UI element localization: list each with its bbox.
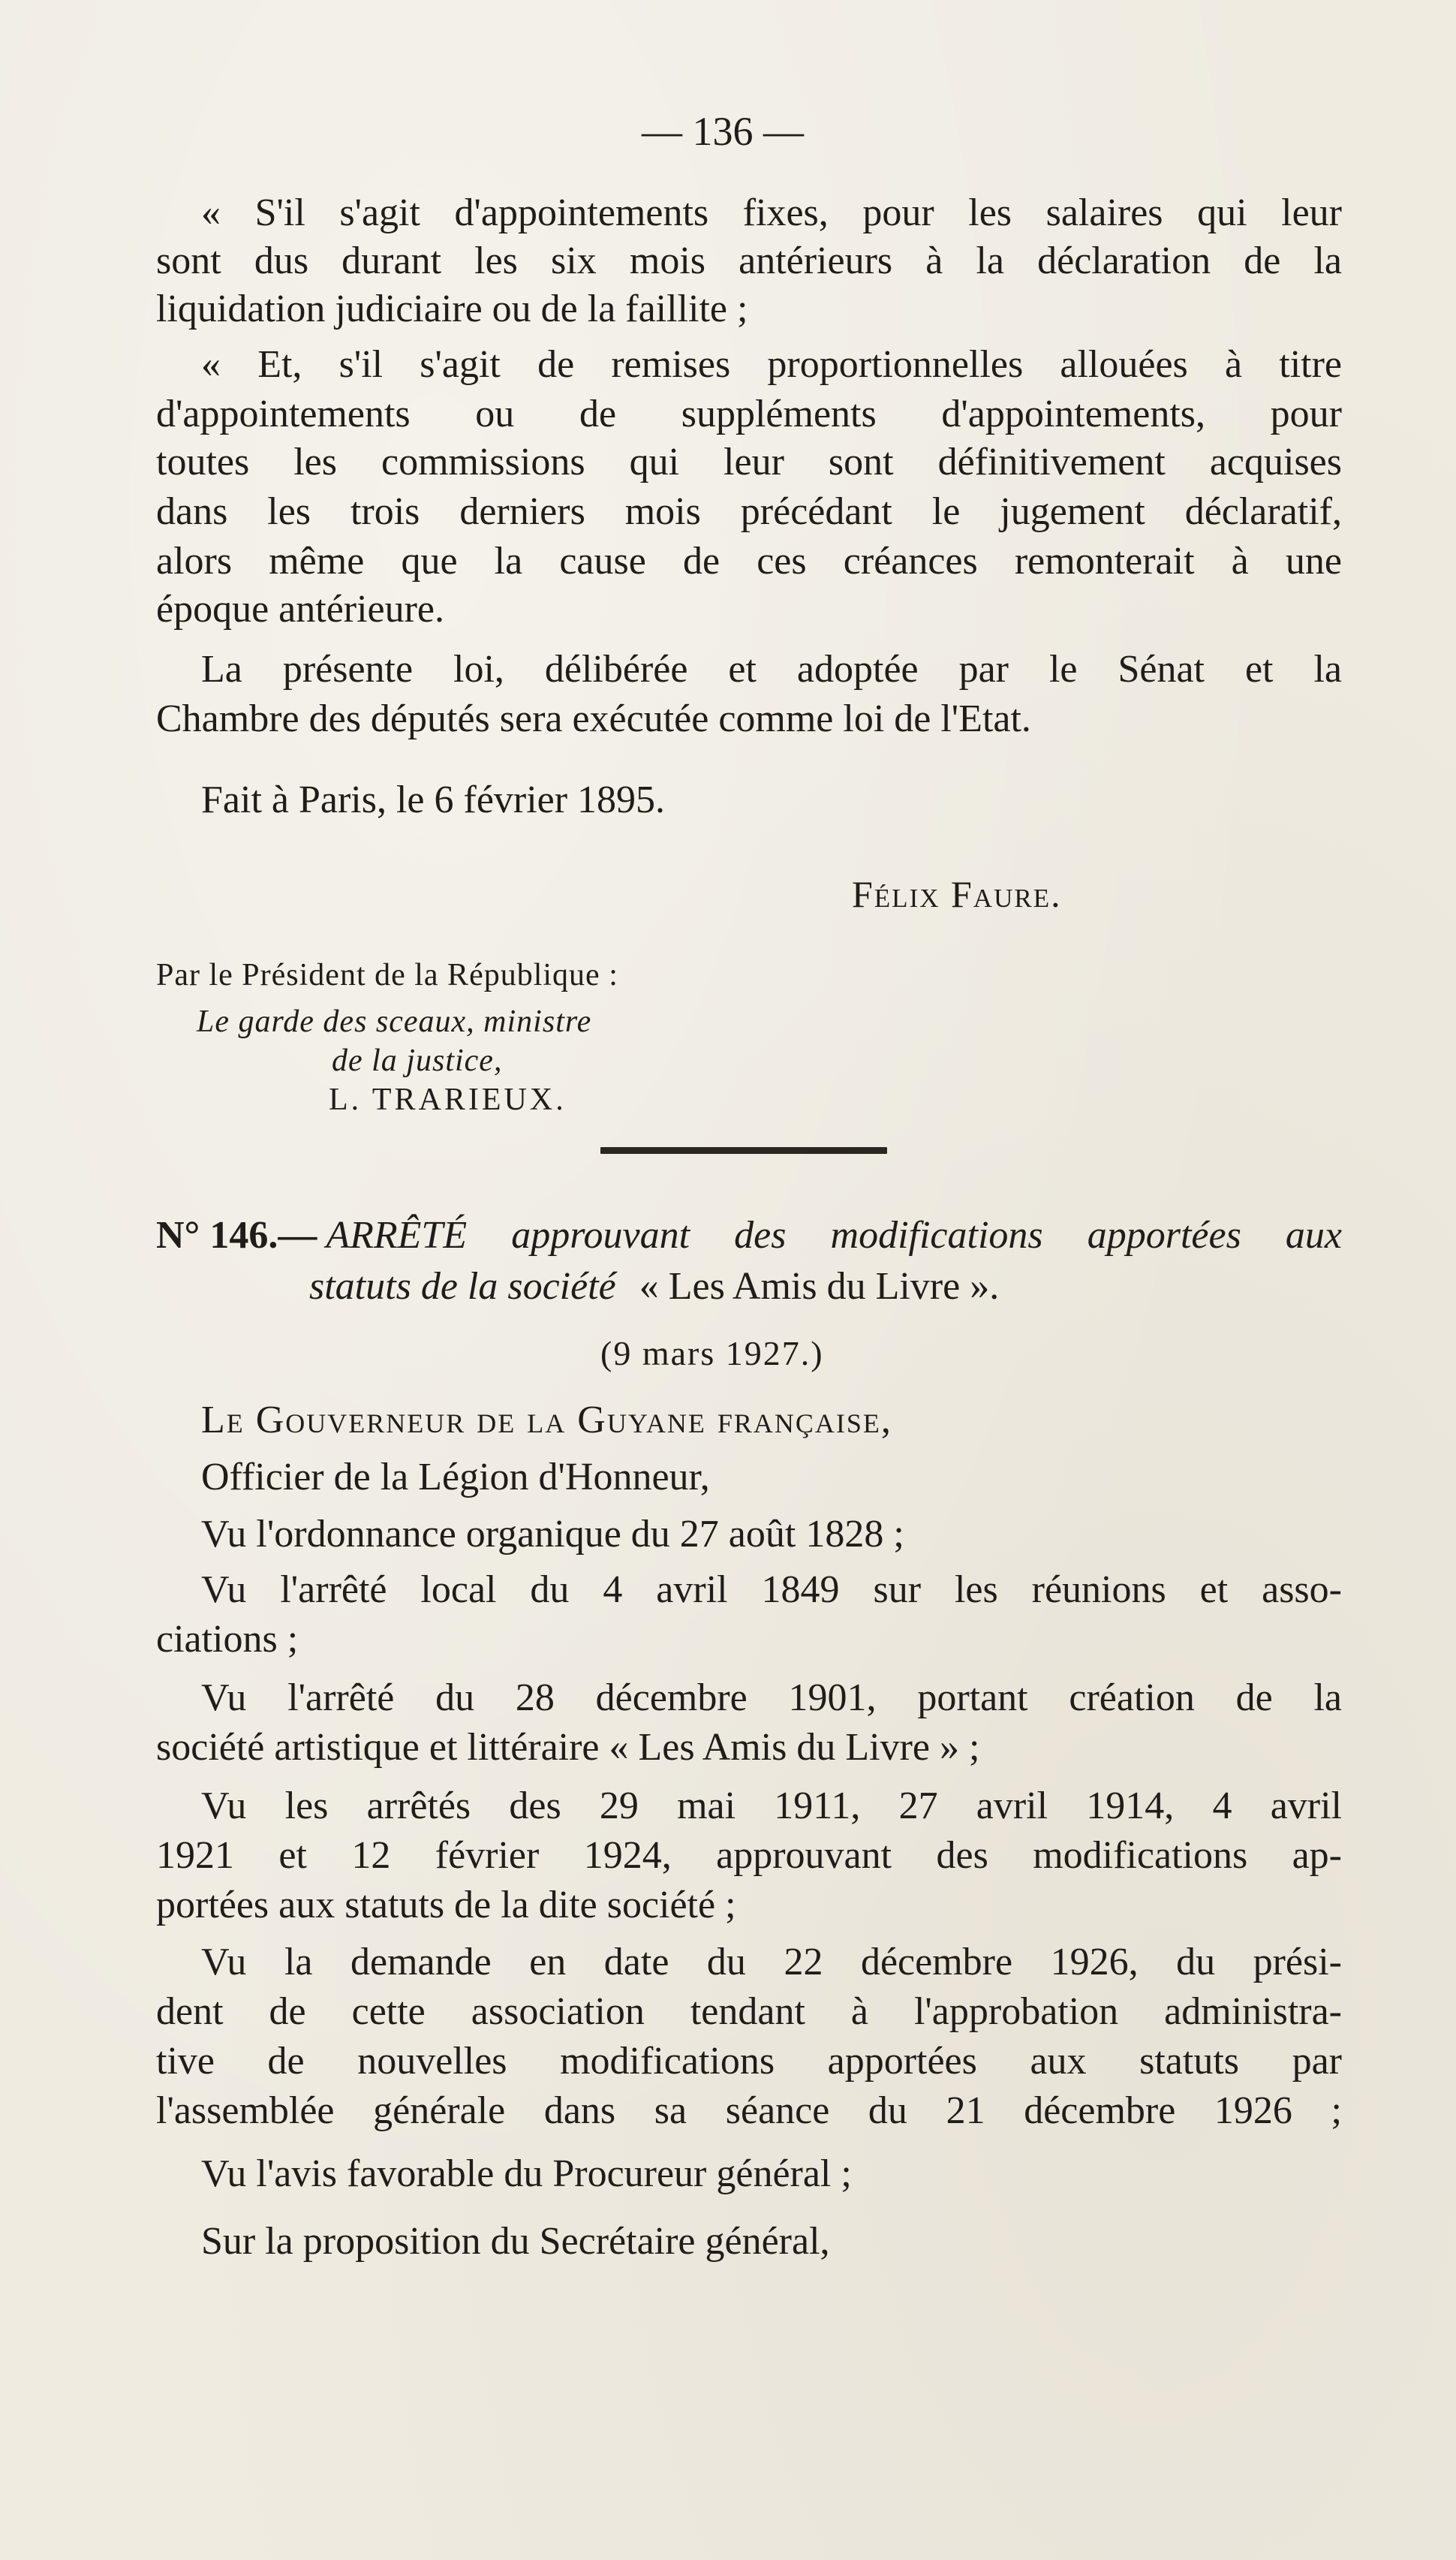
- arrete-heading-line1: [156, 1216, 1342, 1255]
- countersign-title-1: Le garde des sceaux, ministre: [197, 1004, 592, 1039]
- para2-line1: « Et, s'il s'agit de remises proportionnelles allouées à titre: [201, 343, 1342, 386]
- arrete-date: (9 mars 1927.): [600, 1334, 824, 1372]
- para2-line4: dans les trois derniers mois précédant le jugement déclaratif,: [156, 490, 1342, 533]
- arrete-line-vu-avis: Vu l'avis favorable du Procureur général ;: [201, 2152, 852, 2195]
- page-number: — 136 —: [642, 109, 804, 154]
- para2-line2: d'appointements ou de suppléments d'appointements, pour: [156, 393, 1342, 435]
- arrete-line-vu-arretes-a: Vu les arrêtés des 29 mai 1911, 27 avril 1914, 4 avril: [201, 1784, 1342, 1827]
- para2-line6: époque antérieure.: [156, 588, 445, 631]
- arrete-title-part2: statuts de la société: [309, 1265, 616, 1308]
- arrete-line-vu-arretes-c: portées aux statuts de la dite société ;: [156, 1884, 736, 1926]
- arrete-line-vu-demande-b: dent de cette association tendant à l'approbation administra-: [156, 1990, 1342, 2033]
- arrete-line-vu-arretes-b: 1921 et 12 février 1924, approuvant des modifications ap-: [156, 1834, 1342, 1877]
- arrete-line-proposition: Sur la proposition du Secrétaire général,: [201, 2220, 830, 2263]
- para1-line2: sont dus durant les six mois antérieurs à la déclaration de la: [156, 239, 1342, 282]
- arrete-line-vu-demande-a: Vu la demande en date du 22 décembre 1926, du prési-: [201, 1941, 1342, 1983]
- para1-line1: « S'il s'agit d'appointements fixes, pour les salaires qui leur: [201, 191, 1342, 234]
- para2-line3: toutes les commissions qui leur sont définitivement acquises: [156, 441, 1342, 483]
- countersign-name: L. TRARIEUX.: [329, 1083, 567, 1117]
- signature-name: Félix Faure.: [852, 873, 1062, 915]
- arrete-line-vu-arrete-1901-b: société artistique et littéraire « Les Amis du Livre » ;: [156, 1726, 980, 1769]
- arrete-number: N° 146.—: [156, 1214, 317, 1257]
- arrete-title-part1: ARRÊTÉ approuvant des modifications apportées aux: [326, 1214, 1342, 1257]
- arrete-line-vu-arrete-1849-b: ciations ;: [156, 1618, 299, 1661]
- para1-line3: liquidation judiciaire ou de la faillite ;: [156, 288, 748, 330]
- arrete-line-gouverneur: Le Gouverneur de la Guyane française,: [201, 1399, 892, 1441]
- section-divider: [600, 1147, 887, 1154]
- para3-line2: Chambre des députés sera exécutée comme loi de l'Etat.: [156, 697, 1031, 740]
- arrete-line-vu-demande-c: tive de nouvelles modifications apportées aux statuts par: [156, 2040, 1342, 2083]
- date-line: Fait à Paris, le 6 février 1895.: [201, 779, 666, 821]
- arrete-line-vu-ordonnance: Vu l'ordonnance organique du 27 août 1828 ;: [201, 1513, 904, 1556]
- para3-line1: La présente loi, délibérée et adoptée par le Sénat et la: [201, 648, 1342, 691]
- para2-line5: alors même que la cause de ces créances remonterait à une: [156, 540, 1342, 583]
- arrete-line-vu-demande-d: l'assemblée générale dans sa séance du 21 décembre 1926 ;: [156, 2089, 1342, 2132]
- arrete-title-quote: « Les Amis du Livre ».: [639, 1265, 1000, 1308]
- arrete-line-vu-arrete-1849-a: Vu l'arrêté local du 4 avril 1849 sur les réunions et asso-: [201, 1568, 1342, 1611]
- arrete-heading-line2: [309, 1267, 999, 1306]
- arrete-line-vu-arrete-1901-a: Vu l'arrêté du 28 décembre 1901, portant création de la: [201, 1676, 1342, 1719]
- countersign-title-2: de la justice,: [332, 1044, 503, 1078]
- countersign-intro: Par le Président de la République :: [156, 958, 618, 992]
- arrete-line-officier: Officier de la Légion d'Honneur,: [201, 1456, 710, 1498]
